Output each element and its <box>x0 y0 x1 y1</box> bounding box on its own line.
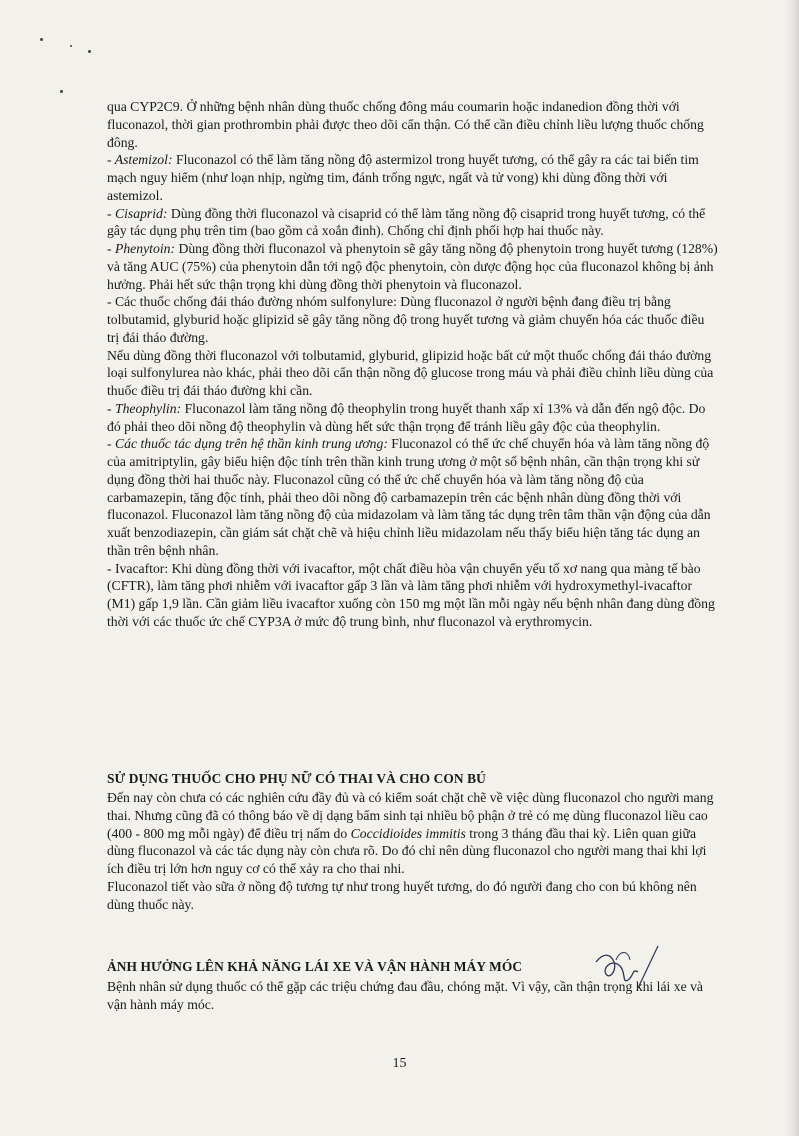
paragraph-phenytoin: - Phenytoin: Dùng đồng thời fluconazol và phenytoin sẽ gây tăng nồng độ phenytoin trong huyết tương (128%) và tăng AUC (75%) của phenytoin dẫn tới ngộ độc phenytoin, còn dược động học của fluconazol không bị ảnh hưởng. Phải hết sức thận trọng khi dùng đồng thời phenytoin và fluconazol. <box>107 241 718 292</box>
paragraph-cns: - Các thuốc tác dụng trên hệ thần kinh trung ương: Fluconazol có thể ức chế chuyển hóa và làm tăng nồng độ của amitriptylin, gây biểu hiện độc tính trên thần kinh trung ương ở một số bệnh nhân, cần thận trọng khi sử dụng đồng thời hai thuốc này. Fluconazol cũng có thể ức chế chuyển hóa và làm tăng nồng độ của carbamazepin, tăng độc tính, phải theo dõi nồng độ carbamazepin trên các bệnh nhân dùng đồng thời với fluconazol. Fluconazol làm tăng nồng độ của midazolam và làm tăng tác dụng trên tâm thần vận động của dẫn xuất benzodiazepin, cần giám sát chặt chẽ và hiệu chỉnh liều midazolam nếu thấy biểu hiện tăng tác dụng an thần trên bệnh nhân. <box>107 436 711 558</box>
term-theophylin: - Theophylin: <box>107 400 182 416</box>
species-name: Coccidioides immitis <box>350 825 466 841</box>
term-cns: - Các thuốc tác dụng trên hệ thần kinh trung ương: <box>107 436 388 452</box>
pregnancy-paragraph-1: Đến nay còn chưa có các nghiên cứu đầy đủ và có kiểm soát chặt chẽ về việc dùng fluconazol cho người mang thai. Nhưng cũng đã có thông báo về dị dạng bẩm sinh tại nhiều bộ phận ở trẻ có mẹ dùng fluconazol liều cao (400 - 800 mg mỗi ngày) để điều trị nấm do Coccidioides immitis trong 3 tháng đầu thai kỳ. Liên quan giữa dùng fluconazol và các tác dụng này còn chưa rõ. Do đó chỉ nên dùng fluconazol cho người mang thai khi lợi ích điều trị lớn hơn nguy cơ có thể xảy ra cho thai nhi. <box>107 790 714 876</box>
pregnancy-heading: SỬ DỤNG THUỐC CHO PHỤ NỮ CÓ THAI VÀ CHO CON BÚ <box>107 771 486 786</box>
paragraph-ivacaftor: - Ivacaftor: Khi dùng đồng thời với ivacaftor, một chất điều hòa vận chuyển yếu tố xơ nang qua màng tế bào (CFTR), làm tăng phơi nhiễm với ivacaftor gấp 3 lần và làm tăng phơi nhiễm với hydroxymethyl-ivacaftor (M1) gấp 1,9 lần. Cần giảm liều ivacaftor xuống còn 150 mg một lần mỗi ngày nếu bệnh nhân đang dùng đồng thời với các thuốc ức chế CYP3A ở mức độ trung bình, như fluconazol và erythromycin. <box>107 560 715 629</box>
pregnancy-paragraph-2: Fluconazol tiết vào sữa ở nồng độ tương tự như trong huyết tương, do đó người đang cho con bú không nên dùng thuốc này. <box>107 878 697 912</box>
paragraph-theophylin: - Theophylin: Fluconazol làm tăng nồng độ theophylin trong huyết thanh xấp xỉ 13% và dẫn đến ngộ độc. Do đó phải theo dõi nồng độ theophylin và dùng hết sức thận trọng để tránh liều gây độc của theophylin. <box>107 400 706 434</box>
paragraph-sulfonylure: - Các thuốc chống đái tháo đường nhóm sulfonylure: Dùng fluconazol ở người bệnh đang điều trị bằng tolbutamid, glyburid hoặc glipizid sẽ gây tăng nồng độ trong huyết tương và giảm chuyển hóa các thuốc điều trị đái tháo đường. <box>107 294 705 345</box>
term-astemizol: - Astemizol: <box>107 152 173 168</box>
handwritten-signature <box>592 940 672 1000</box>
scan-speck <box>40 38 43 41</box>
page-number: 15 <box>392 1056 407 1071</box>
paragraph-sulfonylure-2: Nếu dùng đồng thời fluconazol với tolbutamid, glyburid, glipizid hoặc bất cứ một thuốc chống đái tháo đường loại sulfonylurea nào khác, phải theo dõi cẩn thận nồng độ glucose trong máu và phải điều chỉnh liều dùng của thuốc điều trị đái tháo đường khi cần. <box>107 347 714 398</box>
driving-heading: ẢNH HƯỞNG LÊN KHẢ NĂNG LÁI XE VÀ VẬN HÀNH MÁY MÓC <box>107 959 523 974</box>
paragraph-cisaprid: - Cisaprid: Dùng đồng thời fluconazol và cisaprid có thể làm tăng nồng độ cisaprid trong huyết tương, có thể gây tác dụng phụ trên tim (bao gồm cả xoắn đinh). Chống chỉ định phối hợp hai thuốc này. <box>107 205 706 239</box>
scan-speck <box>60 90 63 93</box>
paragraph-astemizol: - Astemizol: Fluconazol có thể làm tăng nồng độ astermizol trong huyết tương, có thể gây ra các tai biến tim mạch nguy hiểm (như loạn nhịp, ngừng tim, đánh trống ngực, ngất và tử vong) khi dùng đồng thời với astemizol. <box>107 152 699 203</box>
paragraph-coumarin: qua CYP2C9. Ở những bệnh nhân dùng thuốc chống đông máu coumarin hoặc indanedion đồng thời với fluconazol, thời gian prothrombin phải được theo dõi cẩn thận. Có thể cần điều chỉnh liều lượng thuốc chống đông. <box>107 99 704 150</box>
scan-speck <box>88 50 91 53</box>
drug-interactions-section <box>107 98 719 631</box>
driving-paragraph: Bệnh nhân sử dụng thuốc có thể gặp các triệu chứng đau đầu, chóng mặt. Vì vậy, cần thận trọng khi lái xe và vận hành máy móc. <box>107 979 704 1012</box>
scan-speck <box>70 45 72 47</box>
term-phenytoin: - Phenytoin: <box>107 241 176 256</box>
scan-edge-shadow <box>785 0 799 1136</box>
term-cisaprid: - Cisaprid: <box>107 205 168 221</box>
pregnancy-section <box>107 789 719 913</box>
